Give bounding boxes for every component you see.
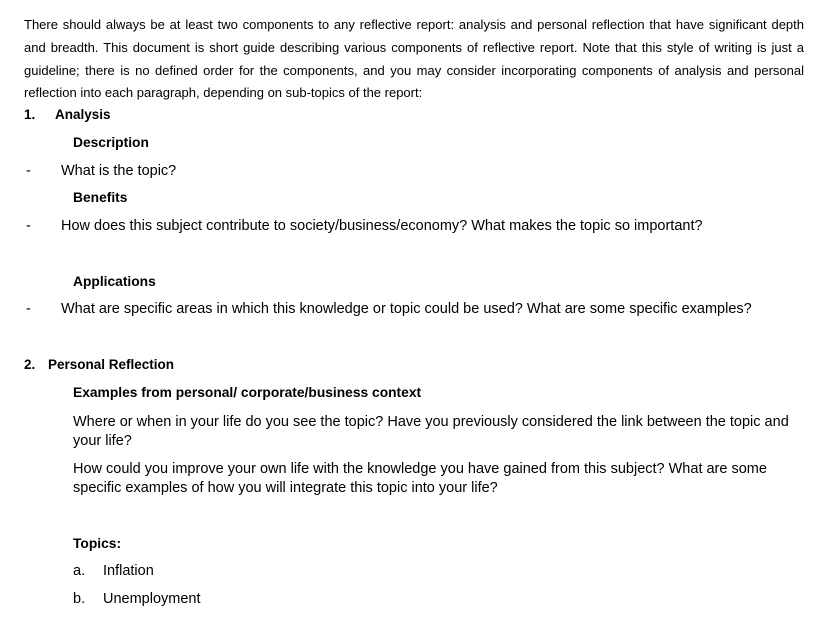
description-bullet: - [26,163,31,179]
topic-a-label: Inflation [103,563,154,579]
description-text: What is the topic? [61,163,177,179]
applications-heading: Applications [73,274,156,289]
topic-a-marker: a. [73,563,86,579]
topics-heading: Topics: [73,536,122,551]
topic-b-marker: b. [73,591,86,607]
reflection-paragraph-1: Where or when in your life do you see the topic? Have you previously considered the link between the topic and your life? [73,414,789,449]
examples-heading: Examples from personal/ corporate/business context [73,385,422,400]
intro-paragraph: There should always be at least two components to any reflective report: analysis and personal reflection that have significant depth and breadth. This document is short guide describing various components of reflective report. Note that this style of writing is just a guideline; there is no defined order for the components, and you may consider incorporating components of analysis and personal reflection into each paragraph, depending on sub-topics of the report: [24,17,804,101]
benefits-bullet: - [26,218,31,234]
topic-b-label: Unemployment [103,591,201,607]
section-1-number: 1. [24,107,36,122]
description-heading: Description [73,135,149,150]
section-2-title: Personal Reflection [48,357,175,372]
benefits-text: How does this subject contribute to society/business/economy? What makes the topic so important? [61,218,703,234]
benefits-heading: Benefits [73,190,128,205]
applications-text: What are specific areas in which this knowledge or topic could be used? What are some specific examples? [61,301,752,317]
section-2-number: 2. [24,357,36,372]
reflection-paragraph-2: How could you improve your own life with the knowledge you have gained from this subject? What are some specific examples of how you will integrate this topic into your life? [73,461,767,496]
applications-bullet: - [26,301,31,317]
section-1-title: Analysis [55,107,111,122]
